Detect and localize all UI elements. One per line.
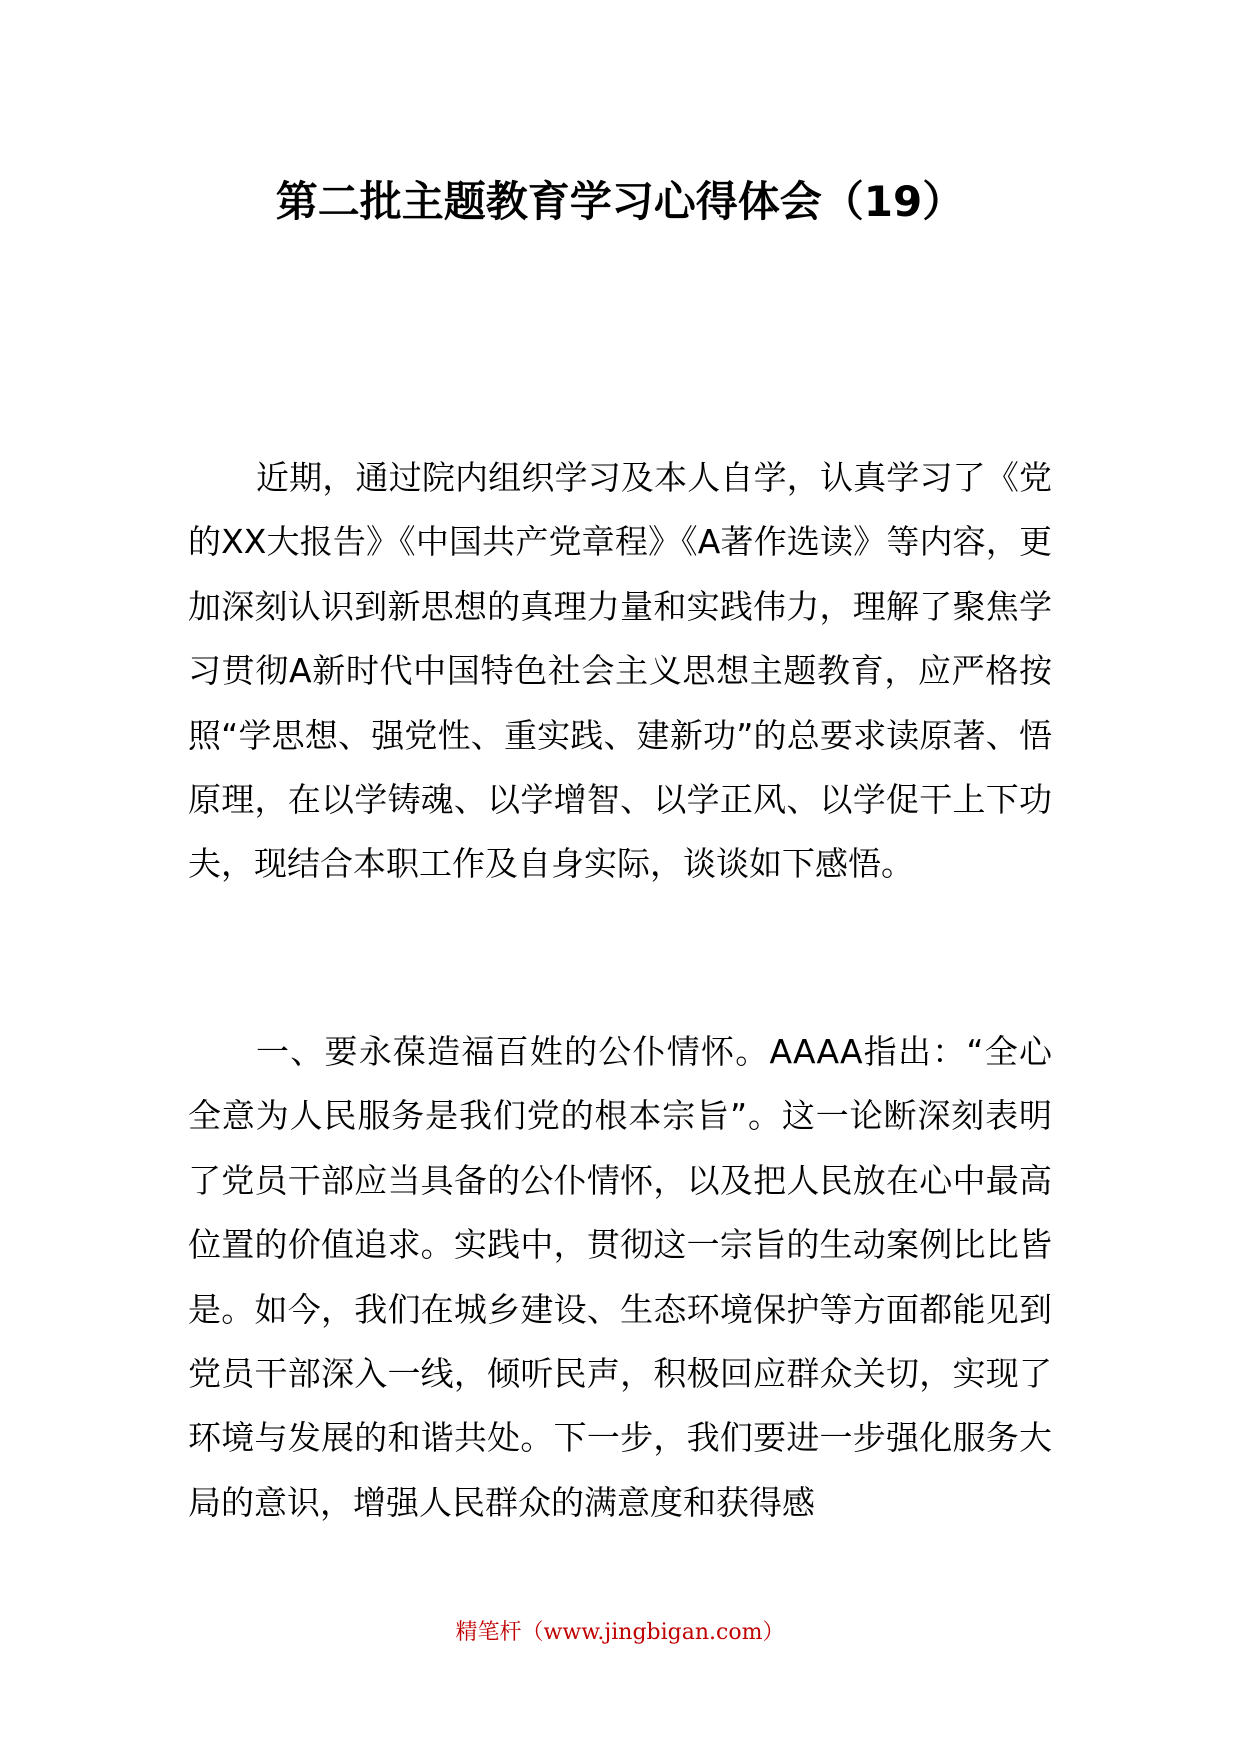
footer-watermark: 精笔杆（www.jingbigan.com） [455,1620,785,1645]
paragraph-section-one: 一、要永葆造福百姓的公仆情怀。AAAA指出：“全心全意为人民服务是我们党的根本宗旨”。这一论断深刻表明了党员干部应当具备的公仆情怀，以及把人民放在心中最高位置的价值追求。实践中，贯彻这一宗旨的生动案例比比皆是。如今，我们在城乡建设、生态环境保护等方面都能见到党员干部深入一线，倾听民声，积极回应群众关切，实现了环境与发展的和谐共处。下一步，我们要进一步强化服务大局的意识，增强人民群众的满意度和获得感 [188,1032,1052,1522]
document-title: 第二批主题教育学习心得体会（19） [275,177,965,226]
paragraph-intro: 近期，通过院内组织学习及本人自学，认真学习了《党的XX大报告》《中国共产党章程》《A著作选读》等内容，更加深刻认识到新思想的真理力量和实践伟力，理解了聚焦学习贯彻A新时代中国特色社会主义思想主题教育，应严格按照“学思想、强党性、重实践、建新功”的总要求读原著、悟原理，在以学铸魂、以学增智、以学正风、以学促干上下功夫，现结合本职工作及自身实际，谈谈如下感悟。 [188,458,1052,884]
